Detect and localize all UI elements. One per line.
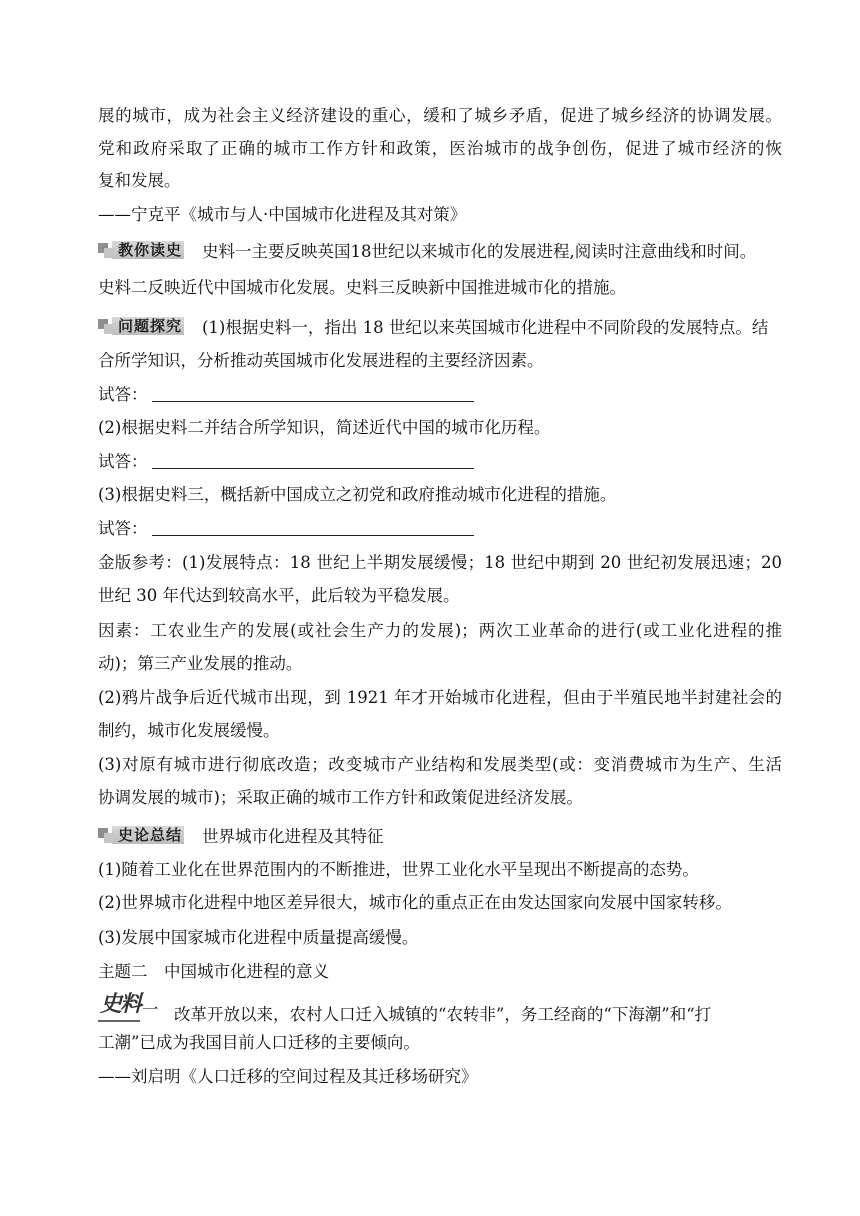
summary-badge bbox=[98, 825, 186, 845]
body-line: (2)世界城市化进程中地区差异很大，城市化的重点正在由发达国家向发展中国家转移。 bbox=[98, 893, 732, 912]
body-text: 史料一主要反映英国18世纪以来城市化的发展进程,阅读时注意曲线和时间。 bbox=[202, 242, 757, 261]
badge-label: 教你读史 bbox=[118, 241, 183, 259]
body-line: (2)鸦片战争后近代城市出现，到 1921 年才开始城市化进程，但由于半殖民地半封建社会的 bbox=[98, 688, 782, 707]
body-line: (1)随着工业化在世界范围内的不断推进，世界工业化水平呈现出不断提高的态势。 bbox=[98, 860, 699, 879]
reading-guide-badge bbox=[98, 240, 186, 260]
section-heading: 主题二 中国城市化进程的意义 bbox=[98, 962, 329, 981]
body-line: 协调发展的城市)；采取正确的城市工作方针和政策促进经济发展。 bbox=[98, 788, 583, 807]
answer-line bbox=[98, 383, 474, 407]
question-line bbox=[98, 316, 782, 340]
source-citation: ——宁克平《城市与人·中国城市化进程及其对策》 bbox=[98, 205, 467, 224]
body-line: (3)根据史料三，概括新中国成立之初党和政府推动城市化进程的措施。 bbox=[98, 485, 617, 504]
body-line: 展的城市，成为社会主义经济建设的重心，缓和了城乡矛盾，促进了城乡经济的协调发展。 bbox=[98, 106, 782, 125]
answer-blank[interactable] bbox=[152, 385, 474, 402]
body-line: 制约，城市化发展缓慢。 bbox=[98, 721, 280, 740]
answer-label: 试答： bbox=[98, 385, 148, 404]
body-line: 世纪 30 年代达到较高水平，此后较为平稳发展。 bbox=[98, 586, 460, 605]
badge-label: 史论总结 bbox=[118, 826, 183, 844]
answer-blank[interactable] bbox=[152, 519, 474, 536]
answer-label: 试答： bbox=[98, 452, 148, 471]
body-text: (1)根据史料一，指出 18 世纪以来英国城市化进程中不同阶段的发展特点。结 bbox=[202, 318, 769, 337]
explore-badge bbox=[98, 316, 186, 336]
source-citation: ——刘启明《人口迁移的空间过程及其迁移场研究》 bbox=[98, 1067, 478, 1086]
reference-answer-line: 金版参考：(1)发展特点：18 世纪上半期发展缓慢；18 世纪中期到 20 世纪初发展迅速；20 bbox=[98, 553, 782, 572]
body-line: 史料二反映近代中国城市化发展。史料三反映新中国推进城市化的措施。 bbox=[98, 278, 626, 297]
summary-title: 世界城市化进程及其特征 bbox=[202, 827, 384, 846]
answer-line bbox=[98, 517, 474, 541]
body-line: 因素：工农业生产的发展(或社会生产力的发展)；两次工业革命的进行(或工业化进程的推 bbox=[98, 621, 782, 640]
badge-label: 问题探究 bbox=[118, 317, 183, 335]
summary-line bbox=[98, 825, 384, 849]
answer-blank[interactable] bbox=[152, 452, 474, 469]
reading-guide-line bbox=[98, 240, 782, 264]
body-line: (3)对原有城市进行彻底改造；改变城市产业结构和发展类型(或：变消费城市为生产、生活 bbox=[98, 755, 782, 774]
body-line: 党和政府采取了正确的城市工作方针和政策，医治城市的战争创伤，促进了城市经济的恢 bbox=[98, 139, 782, 158]
answer-label: 试答： bbox=[98, 519, 148, 538]
body-line: 动)；第三产业发展的推动。 bbox=[98, 654, 303, 673]
body-line: 合所学知识，分析推动英国城市化发展进程的主要经济因素。 bbox=[98, 351, 544, 370]
shiliao-logo-icon: 史料 一 bbox=[98, 998, 160, 1022]
source-material-line bbox=[98, 991, 782, 1027]
answer-line bbox=[98, 450, 474, 474]
body-line: (2)根据史料二并结合所学知识，简述近代中国的城市化历程。 bbox=[98, 418, 551, 437]
body-text: 改革开放以来，农村人口迁入城镇的“农转非”，务工经商的“下海潮”和“打 bbox=[174, 1005, 712, 1024]
body-line: 复和发展。 bbox=[98, 171, 181, 190]
body-line: 工潮”已成为我国目前人口迁移的主要倾向。 bbox=[98, 1033, 420, 1052]
body-line: (3)发展中国家城市化进程中质量提高缓慢。 bbox=[98, 928, 419, 947]
